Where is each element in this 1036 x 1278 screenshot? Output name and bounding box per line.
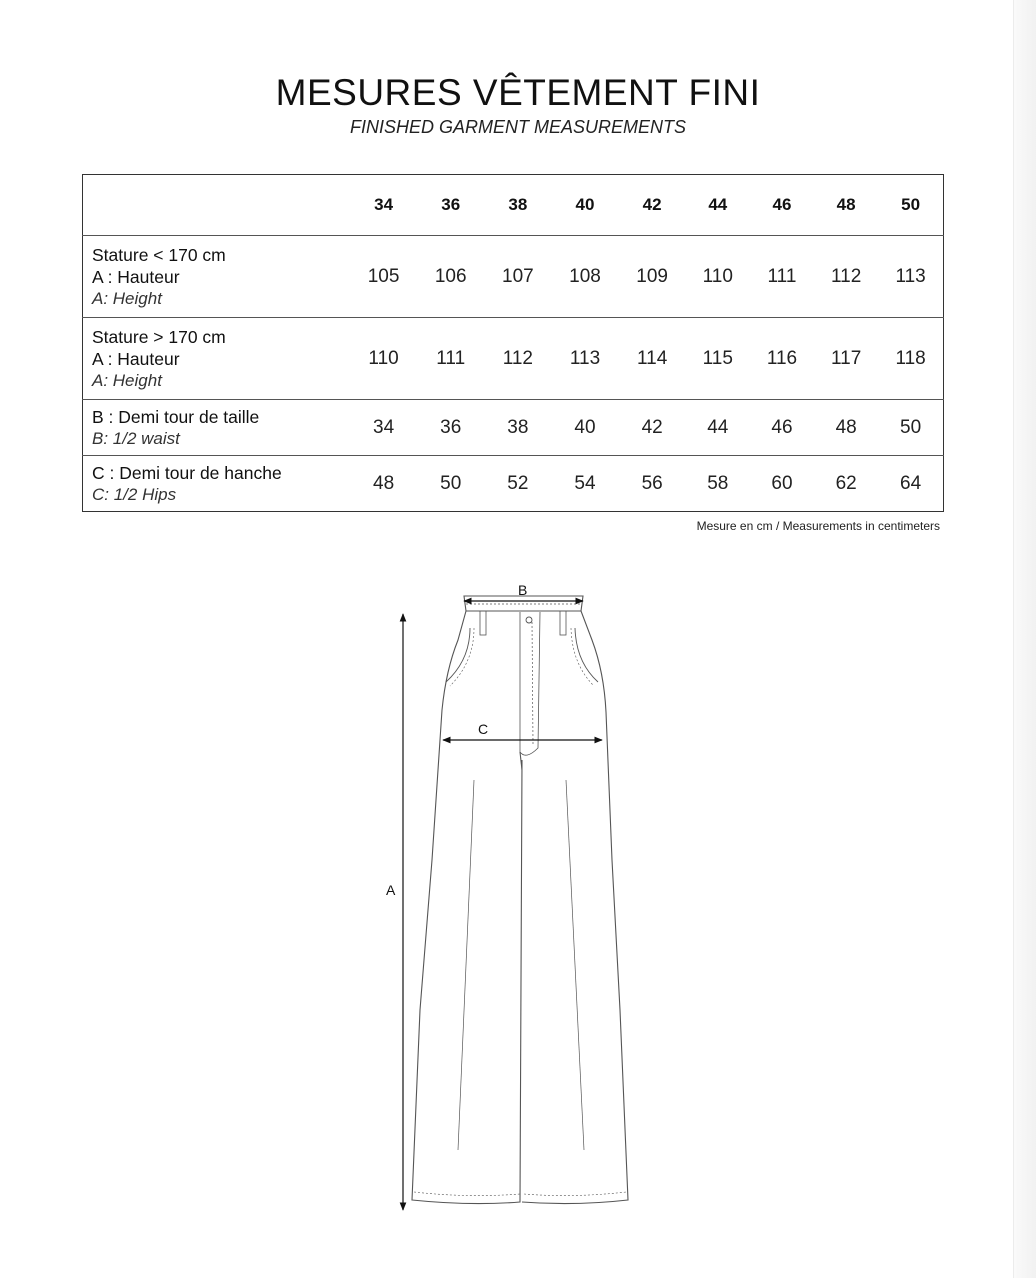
size-header: 50 bbox=[901, 195, 921, 214]
row-label-en: C: 1/2 Hips bbox=[92, 484, 177, 504]
table-cell: 50 bbox=[440, 472, 462, 494]
table-cell: 113 bbox=[569, 347, 601, 369]
size-header: 36 bbox=[441, 195, 461, 214]
table-cell: 111 bbox=[767, 265, 797, 287]
dimension-c bbox=[443, 721, 602, 740]
row-label-fr: C : Demi tour de hanche bbox=[92, 462, 282, 483]
row-label-en: A: Height bbox=[92, 370, 162, 390]
table-cell: 60 bbox=[771, 472, 793, 494]
row-label-stature: Stature > 170 cm bbox=[92, 326, 226, 347]
table-cell: 54 bbox=[574, 472, 596, 494]
row-label-fr: B : Demi tour de taille bbox=[92, 406, 260, 427]
dimension-b-label: B bbox=[518, 582, 528, 598]
table-cell: 116 bbox=[766, 347, 798, 369]
table-cell: 48 bbox=[373, 472, 395, 494]
table-cell: 113 bbox=[895, 265, 926, 287]
size-header: 38 bbox=[508, 195, 528, 214]
trousers-outline bbox=[412, 596, 628, 1204]
dimension-a-label: A bbox=[386, 882, 396, 898]
table-cell: 106 bbox=[434, 265, 467, 287]
row-label-stature: Stature < 170 cm bbox=[92, 244, 226, 265]
table-cell: 115 bbox=[702, 347, 733, 369]
size-header: 40 bbox=[575, 195, 595, 214]
dimension-b bbox=[464, 582, 583, 601]
size-header: 46 bbox=[772, 195, 792, 214]
table-cell: 58 bbox=[707, 472, 729, 494]
table-cell: 52 bbox=[507, 472, 529, 494]
table-cell: 110 bbox=[368, 347, 399, 369]
size-header: 48 bbox=[836, 195, 856, 214]
table-cell: 110 bbox=[702, 265, 733, 287]
units-note: Mesure en cm / Measurements in centimeters bbox=[696, 519, 940, 533]
table-cell: 56 bbox=[641, 472, 663, 494]
table-cell: 46 bbox=[771, 416, 793, 438]
table-cell: 44 bbox=[707, 416, 729, 438]
table-cell: 109 bbox=[636, 265, 668, 287]
table-cell: 36 bbox=[440, 416, 462, 438]
table-cell: 62 bbox=[835, 472, 857, 494]
table-cell: 107 bbox=[502, 265, 534, 287]
table-cell: 64 bbox=[900, 472, 922, 494]
table-cell: 111 bbox=[436, 347, 466, 369]
page-subtitle: FINISHED GARMENT MEASUREMENTS bbox=[349, 117, 687, 137]
table-cell: 40 bbox=[574, 416, 596, 438]
dimension-c-label: C bbox=[478, 721, 489, 737]
table-cell: 108 bbox=[569, 265, 601, 287]
page-title: MESURES VÊTEMENT FINI bbox=[275, 72, 761, 113]
table-cell: 118 bbox=[895, 347, 926, 369]
dimension-a bbox=[386, 614, 403, 1210]
size-header: 44 bbox=[708, 195, 728, 214]
table-cell: 114 bbox=[636, 347, 668, 369]
table-cell: 34 bbox=[373, 416, 395, 438]
row-label-en: B: 1/2 waist bbox=[92, 428, 180, 448]
size-header: 42 bbox=[642, 195, 662, 214]
table-cell: 38 bbox=[507, 416, 529, 438]
table-cell: 50 bbox=[900, 416, 922, 438]
row-label-fr: A : Hauteur bbox=[92, 266, 180, 287]
table-cell: 117 bbox=[830, 347, 862, 369]
size-header: 34 bbox=[374, 195, 394, 214]
table-cell: 42 bbox=[641, 416, 663, 438]
table-cell: 112 bbox=[502, 347, 533, 369]
table-cell: 112 bbox=[830, 265, 862, 287]
row-label-en: A: Height bbox=[92, 288, 162, 308]
row-label-fr: A : Hauteur bbox=[92, 348, 180, 369]
table-cell: 48 bbox=[835, 416, 857, 438]
table-cell: 105 bbox=[367, 265, 400, 287]
